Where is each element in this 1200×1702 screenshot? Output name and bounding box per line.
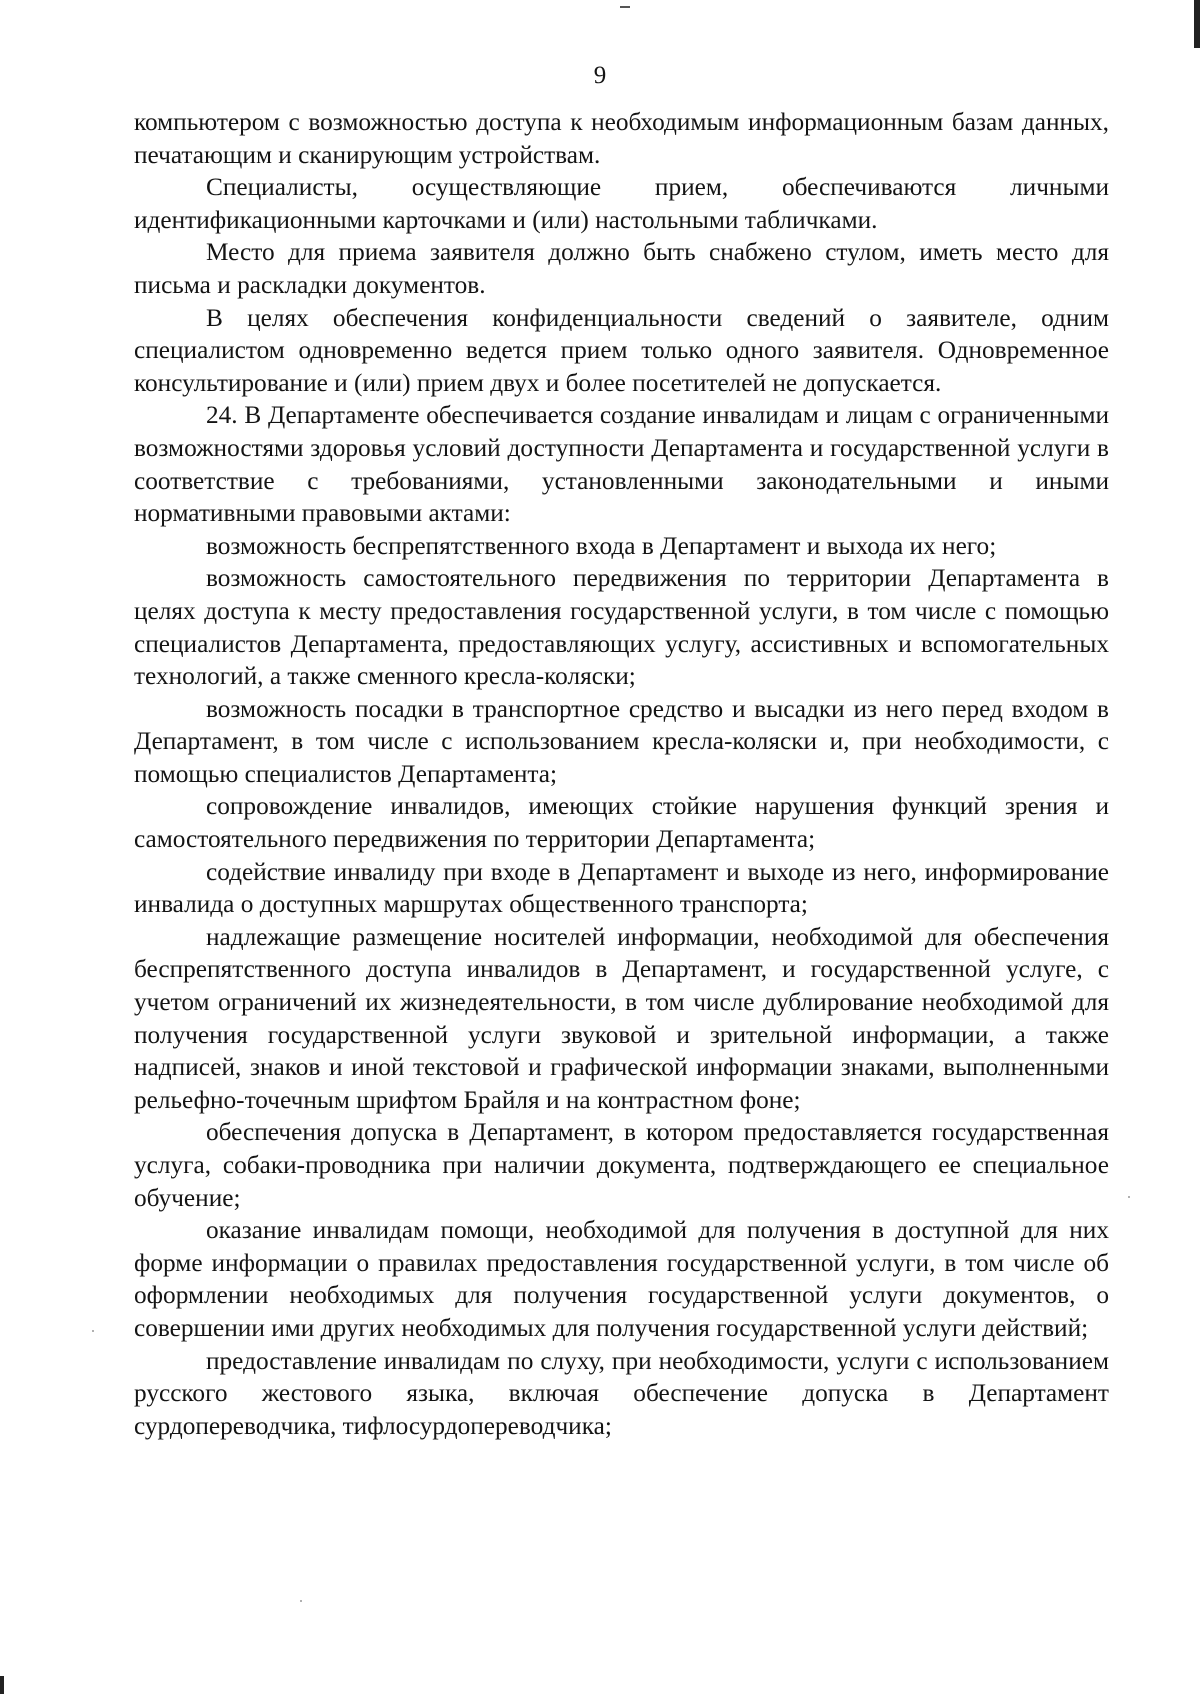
document-body [134,106,1109,1442]
scan-artifact [92,1330,94,1332]
scan-artifact [1194,0,1200,48]
scan-artifact [0,1676,4,1694]
paragraph: Место для приема заявителя должно быть снабжено стулом, иметь место для письма и раскладки документов. [134,238,1109,299]
paragraph-item-24: 24. В Департаменте обеспечивается создание инвалидам и лицам с ограниченными возможностями здоровья условий доступности Департамента и государственной услуги в соответствие с требованиями, установленными законодательными и иными нормативными правовыми актами: [134,401,1109,528]
paragraph: оказание инвалидам помощи, необходимой для получения в доступной для них форме информации о правилах предоставления государственной услуги, в том числе об оформлении необходимых для получения государственной услуги документов, о совершении ими других необходимых для получения государственной услуги действий; [134,1216,1109,1342]
paragraph: сопровождение инвалидов, имеющих стойкие нарушения функций зрения и самостоятельного передвижения по территории Департамента; [134,792,1109,854]
paragraph: содействие инвалиду при входе в Департамент и выходе из него, информирование инвалида о доступных маршрутах общественного транспорта; [134,857,1109,919]
paragraph: компьютером с возможностью доступа к необходимым информационным базам данных, печатающим и сканирующим устройствам. [134,108,1109,169]
paragraph: обеспечения допуска в Департамент, в котором предоставляется государственная услуга, собаки-проводника при наличии документа, подтверждающего ее специальное обучение; [134,1118,1109,1212]
page-number: 9 [593,62,607,89]
scan-artifact [300,1600,302,1602]
paragraph: Специалисты, осуществляющие прием, обеспечиваются личными идентификационными карточками и (или) настольными табличками. [134,173,1109,234]
scan-artifact [1128,1196,1130,1198]
paragraph: возможность беспрепятственного входа в Департамент и выхода их него; [206,531,997,560]
paragraph: возможность посадки в транспортное средство и высадки из него перед входом в Департамент, в том числе с использованием кресла-коляски и, при необходимости, с помощью специалистов Департамента; [134,694,1109,788]
paragraph: возможность самостоятельного передвижения по территории Департамента в целях доступа к месту предоставления государственной услуги, в том числе с помощью специалистов Департамента, предоставляющих услугу, ассистивных и вспомогательных технологий, а также сменного кресла-коляски; [134,564,1109,691]
paragraph: предоставление инвалидам по слуху, при необходимости, услуги с использованием русского жестового языка, включая обеспечение допуска в Департамент сурдопереводчика, тифлосурдопереводчика; [134,1346,1109,1440]
paragraph: В целях обеспечения конфиденциальности сведений о заявителе, одним специалистом одновременно ведется прием только одного заявителя. Одновременное консультирование и (или) прием двух и более посетителей не допускается. [134,303,1109,397]
paragraph: надлежащие размещение носителей информации, необходимой для обеспечения беспрепятственного доступа инвалидов в Департамент, и государственной услуге, с учетом ограничений их жизнедеятельности, в том числе дублирование необходимой для получения государственной услуги звуковой и зрительной информации, а также надписей, знаков и иной текстовой и графической информации знаками, выполненными рельефно-точечным шрифтом Брайля и на контрастном фоне; [134,922,1109,1114]
scan-artifact [620,6,630,8]
